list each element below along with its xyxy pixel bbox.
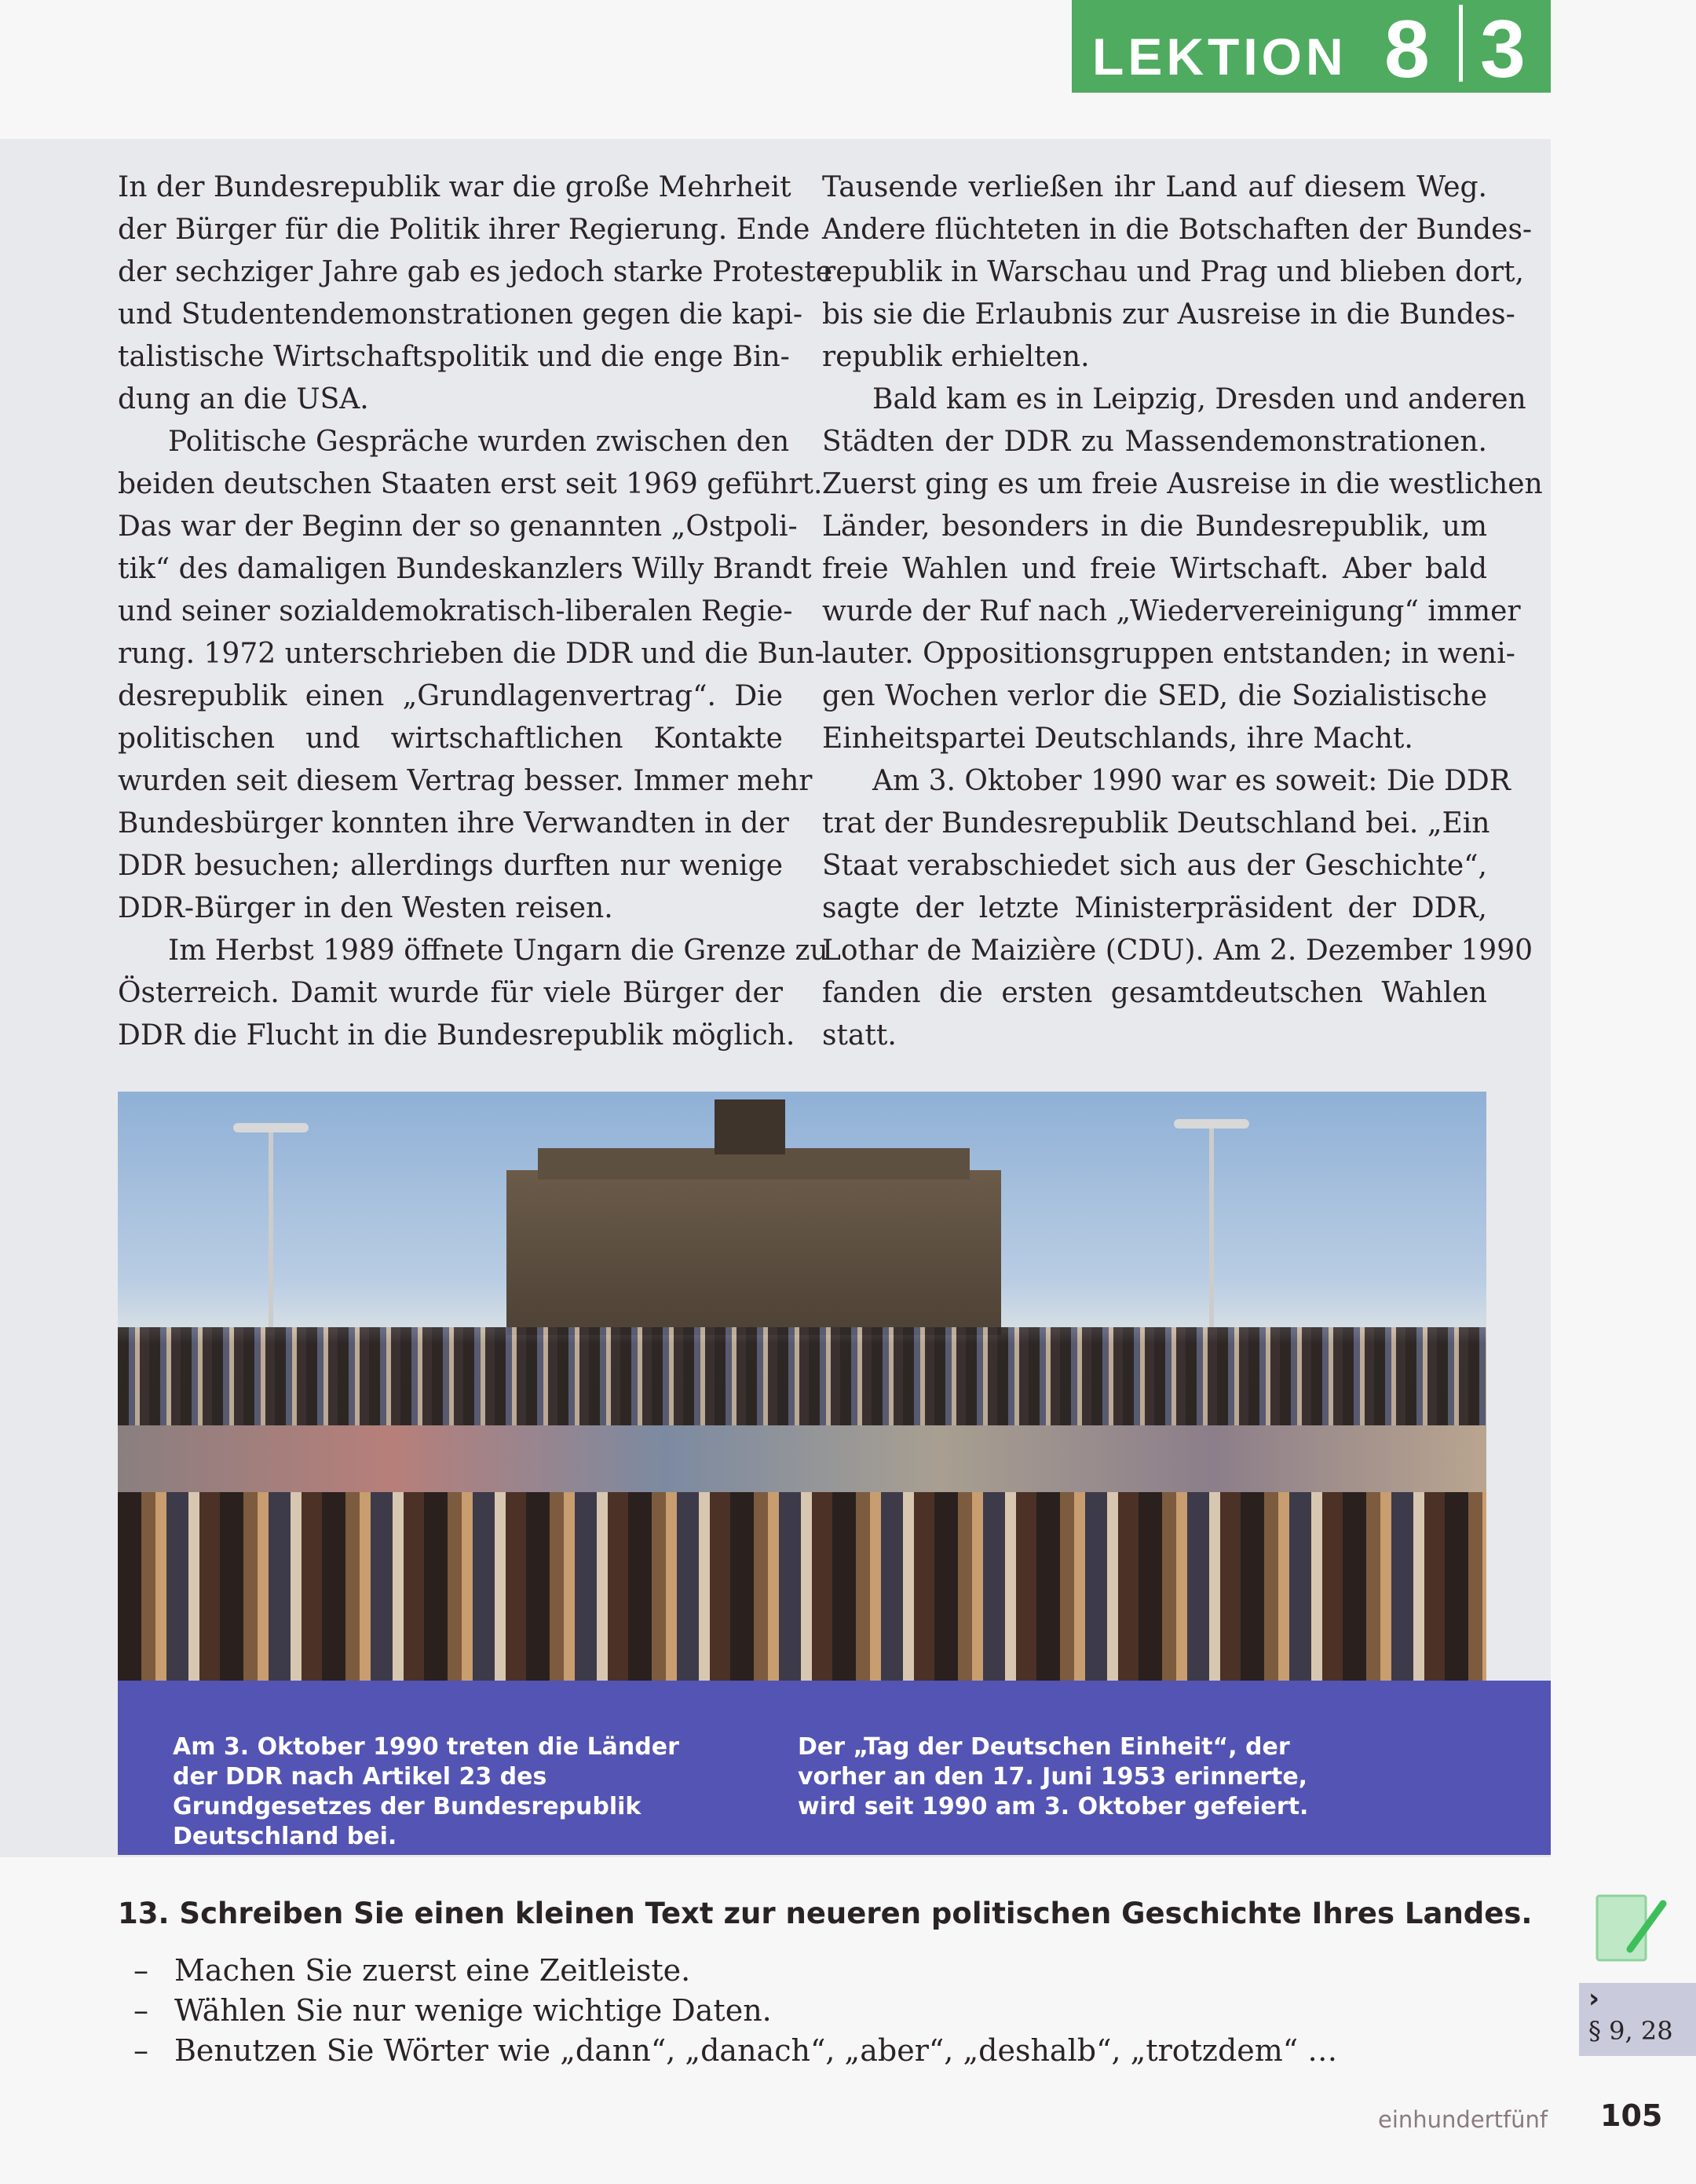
text-line: wurden seit diesem Vertrag besser. Immer mehr — [118, 765, 813, 797]
photo-brandenburg-gate — [118, 1092, 1486, 1721]
list-item: – Wählen Sie nur wenige wichtige Daten. — [133, 1993, 772, 2028]
text-line: talistische Wirtschaftspolitik und die enge Bin- — [118, 341, 790, 373]
right-column — [822, 166, 1543, 1057]
text-line: desrepublik einen „Grundlagenvertrag“. Die — [118, 680, 783, 712]
page-number: 105 — [1600, 2098, 1663, 2133]
text-line: und Studentendemonstrationen gegen die kapi- — [118, 298, 803, 331]
caption-right: Der „Tag der Deutschen Einheit“, der vorher an den 17. Juni 1953 erinnerte, wird seit 1990 am 3. Oktober gefeiert. — [798, 1733, 1309, 1820]
section-number: 3 — [1480, 4, 1526, 95]
text-line: lauter. Oppositionsgruppen entstanden; in weni- — [822, 638, 1515, 670]
text-line: Städten der DDR zu Massendemonstrationen. — [822, 426, 1487, 458]
text-line: freie Wahlen und freie Wirtschaft. Aber bald — [822, 553, 1487, 585]
photo-caption-box — [118, 1681, 1551, 1855]
text-line: rung. 1972 unterschrieben die DDR und die Bun- — [118, 638, 824, 670]
text-line: tik“ des damaligen Bundeskanzlers Willy Brandt — [118, 553, 812, 585]
text-line: republik erhielten. — [822, 341, 1090, 373]
text-line: Andere flüchteten in die Botschaften der Bundes- — [822, 214, 1533, 246]
street-lamp — [269, 1131, 273, 1335]
notebook-pen-icon — [1591, 1888, 1669, 1966]
text-line: und seiner sozialdemokratisch-liberalen Regie- — [118, 595, 793, 627]
text-line: bis sie die Erlaubnis zur Ausreise in die Bundes- — [822, 298, 1515, 331]
text-line: trat der Bundesrepublik Deutschland bei. „Ein — [822, 807, 1490, 840]
text-line: Einheitspartei Deutschlands, ihre Macht. — [822, 723, 1413, 755]
grammar-reference — [1579, 1983, 1696, 2056]
text-line: dung an die USA. — [118, 383, 369, 415]
caption-left: Am 3. Oktober 1990 treten die Länder der DDR nach Artikel 23 des Grundgesetzes der Bundesrepublik Deutschland bei. — [173, 1733, 679, 1850]
text-line: Bald kam es in Leipzig, Dresden und anderen — [872, 383, 1526, 415]
text-line: Am 3. Oktober 1990 war es soweit: Die DDR — [872, 765, 1511, 797]
text-line: Tausende verließen ihr Land auf diesem Weg. — [822, 171, 1487, 203]
text-line: Länder, besonders in die Bundesrepublik, um — [822, 510, 1487, 543]
text-line: beiden deutschen Staaten erst seit 1969 geführt. — [118, 468, 823, 500]
text-line: Lothar de Maizière (CDU). Am 2. Dezember 1990 — [822, 935, 1533, 967]
text-line: Das war der Beginn der so genannten „Ostpoli- — [118, 510, 798, 543]
street-lamp — [1209, 1127, 1214, 1335]
exercise-title: 13. Schreiben Sie einen kleinen Text zur neueren politischen Geschichte Ihres Landes. — [118, 1897, 1533, 1930]
text-line: fanden die ersten gesamtdeutschen Wahlen — [822, 977, 1487, 1009]
text-line: Bundesbürger konnten ihre Verwandten in der — [118, 807, 789, 840]
text-line: republik in Warschau und Prag und blieben dort, — [822, 256, 1524, 288]
text-line: In der Bundesrepublik war die große Mehrheit — [118, 171, 791, 203]
text-line: DDR besuchen; allerdings durften nur wenige — [118, 850, 783, 882]
text-line: Österreich. Damit wurde für viele Bürger der — [118, 977, 783, 1009]
list-item: – Benutzen Sie Wörter wie „dann“, „danach“, „aber“, „deshalb“, „trotzdem“ … — [133, 2033, 1338, 2068]
text-line: statt. — [822, 1019, 897, 1052]
chevron-right-icon: › — [1588, 1983, 1600, 2014]
text-line: politischen und wirtschaftlichen Kontakte — [118, 723, 783, 755]
grammar-ref-text: § 9, 28 — [1588, 2016, 1673, 2046]
text-line: Staat verabschiedet sich aus der Geschichte“, — [822, 850, 1487, 882]
text-line: DDR die Flucht in die Bundesrepublik möglich. — [118, 1019, 795, 1052]
divider — [1459, 5, 1463, 82]
text-line: gen Wochen verlor die SED, die Sozialistische — [822, 680, 1487, 712]
left-column — [118, 166, 833, 1057]
text-line: wurde der Ruf nach „Wiedervereinigung“ immer — [822, 595, 1521, 627]
list-item: – Machen Sie zuerst eine Zeitleiste. — [133, 1953, 691, 1988]
text-line: der sechziger Jahre gab es jedoch starke Proteste — [118, 256, 833, 288]
exercise-bullets — [133, 1951, 1337, 2071]
text-line: Politische Gespräche wurden zwischen den — [168, 426, 790, 458]
gate — [506, 1170, 1001, 1335]
text-line: sagte der letzte Ministerpräsident der DDR, — [822, 892, 1487, 924]
lektion-badge — [1072, 0, 1551, 93]
crowd-on-wall — [118, 1327, 1486, 1429]
page-number-word: einhundertfünf — [1378, 2106, 1548, 2133]
text-line: Im Herbst 1989 öffnete Ungarn die Grenze zu — [168, 935, 828, 967]
text-line: der Bürger für die Politik ihrer Regierung. Ende — [118, 214, 810, 246]
lektion-label: LEKTION — [1092, 27, 1347, 86]
text-line: DDR-Bürger in den Westen reisen. — [118, 892, 613, 924]
text-line: Zuerst ging es um freie Ausreise in die westlichen — [822, 468, 1543, 500]
berlin-wall — [118, 1425, 1486, 1496]
lektion-number: 8 — [1384, 4, 1430, 95]
